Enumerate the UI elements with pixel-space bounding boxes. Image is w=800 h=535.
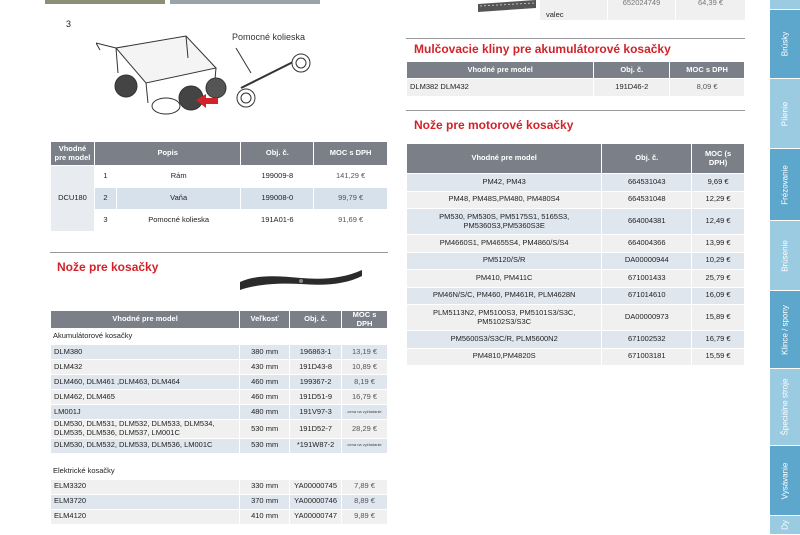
table-row bbox=[51, 509, 388, 524]
col-header-price: MOC s DPH bbox=[670, 62, 745, 79]
table-row bbox=[407, 305, 745, 331]
table-header-row bbox=[51, 311, 388, 329]
price-cell: cena na vyžiadanie bbox=[342, 438, 388, 453]
size-cell: 460 mm bbox=[240, 375, 290, 390]
col-header-model: Vhodné pre model bbox=[51, 311, 240, 329]
price-cell: 12,29 € bbox=[692, 191, 745, 209]
category-tabs bbox=[770, 0, 800, 535]
code-cell: 196863-1 bbox=[290, 345, 342, 360]
size-cell: 480 mm bbox=[240, 405, 290, 420]
col-header-code: Obj. č. bbox=[290, 311, 342, 329]
model-cell: PM4810,PM4820S bbox=[407, 348, 602, 366]
description-cell: Pomocné kolieska bbox=[116, 210, 241, 232]
mower-blades-table bbox=[50, 310, 388, 525]
price-cell: 28,29 € bbox=[342, 420, 388, 438]
table-row bbox=[51, 390, 388, 405]
code-cell: DA00000944 bbox=[602, 252, 692, 270]
model-cell: DLM380 bbox=[51, 345, 240, 360]
price-cell: 141,29 € bbox=[314, 166, 388, 188]
row-number: 1 bbox=[94, 166, 116, 188]
top-row-label: valec bbox=[546, 10, 564, 19]
mower-blades-title: Nože pre kosačky bbox=[57, 260, 159, 274]
col-header-model: Vhodné pre model bbox=[407, 144, 602, 174]
table-row bbox=[51, 420, 388, 438]
model-cell: PM48, PM48S,PM480, PM480S4 bbox=[407, 191, 602, 209]
model-cell: DLM432 bbox=[51, 360, 240, 375]
table-row bbox=[407, 79, 745, 97]
price-cell: 13,99 € bbox=[692, 235, 745, 253]
price-cell: 25,79 € bbox=[692, 270, 745, 288]
table-row bbox=[407, 174, 745, 192]
description-cell: Rám bbox=[116, 166, 241, 188]
tab-special-machines[interactable]: Špeciálne stroje bbox=[770, 369, 800, 446]
col-header-model: Vhodné pre model bbox=[407, 62, 594, 79]
code-cell: 191D43-8 bbox=[290, 360, 342, 375]
model-cell: DCU180 bbox=[51, 166, 95, 232]
mulching-plugs-table bbox=[406, 61, 745, 97]
code-cell: 664004366 bbox=[602, 235, 692, 253]
price-cell: 16,79 € bbox=[342, 390, 388, 405]
figure-number: 3 bbox=[66, 19, 72, 29]
tab-next[interactable]: Dy bbox=[770, 516, 800, 535]
col-header-size: Veľkosť bbox=[240, 311, 290, 329]
section-divider bbox=[406, 110, 745, 111]
row-number: 2 bbox=[94, 188, 116, 210]
size-cell: 430 mm bbox=[240, 360, 290, 375]
model-cell: DLM530, DLM531, DLM532, DLM533, DLM534, DLM535, DLM536, DLM537, LM001C bbox=[51, 420, 240, 438]
price-cell: 9,69 € bbox=[692, 174, 745, 192]
code-cell: 191D52-7 bbox=[290, 420, 342, 438]
code-cell: 664531043 bbox=[602, 174, 692, 192]
tab-grinders[interactable]: Brúsky bbox=[770, 10, 800, 79]
spacer-row bbox=[51, 453, 388, 463]
price-cell: 15,59 € bbox=[692, 348, 745, 366]
table-row bbox=[407, 209, 745, 235]
table-row bbox=[407, 348, 745, 366]
table-row bbox=[407, 331, 745, 349]
col-header-code: Obj. č. bbox=[594, 62, 670, 79]
price-cell: 99,79 € bbox=[314, 188, 388, 210]
code-cell: 664004381 bbox=[602, 209, 692, 235]
model-cell: PM5120/S/R bbox=[407, 252, 602, 270]
table-row bbox=[51, 360, 388, 375]
size-cell: 370 mm bbox=[240, 494, 290, 509]
top-photo-strip-1 bbox=[45, 0, 165, 4]
model-cell: DLM382 DLM432 bbox=[407, 79, 594, 97]
tab-top-stub bbox=[770, 0, 800, 10]
model-cell: ELM4120 bbox=[51, 509, 240, 524]
row-number: 3 bbox=[94, 210, 116, 232]
col-header-model: Vhodné pre model bbox=[51, 142, 95, 166]
col-header-code: Obj. č. bbox=[602, 144, 692, 174]
code-cell: 671001433 bbox=[602, 270, 692, 288]
motor-mower-blades-title: Nože pre motorové kosačky bbox=[414, 118, 574, 132]
code-cell: *191W87-2 bbox=[290, 438, 342, 453]
top-photo-strip-2 bbox=[170, 0, 320, 4]
model-cell: DLM462, DLM465 bbox=[51, 390, 240, 405]
cart-illustration bbox=[96, 28, 316, 128]
price-cell: cena na vyžiadanie bbox=[342, 405, 388, 420]
table-row bbox=[407, 252, 745, 270]
model-cell: ELM3320 bbox=[51, 479, 240, 494]
model-cell: ELM3720 bbox=[51, 494, 240, 509]
section-divider bbox=[406, 38, 745, 39]
description-cell: Vaňa bbox=[116, 188, 241, 210]
top-row-label-cell bbox=[540, 0, 607, 20]
price-cell: 16,09 € bbox=[692, 287, 745, 305]
table-row bbox=[407, 270, 745, 288]
price-cell: 9,89 € bbox=[342, 509, 388, 524]
col-header-price: MOC s DPH bbox=[314, 142, 388, 166]
price-cell: 91,69 € bbox=[314, 210, 388, 232]
group-row bbox=[51, 463, 388, 479]
table-row bbox=[407, 191, 745, 209]
table-row bbox=[51, 375, 388, 390]
auxiliary-wheels-label: Pomocné kolieska bbox=[232, 32, 306, 42]
model-cell: PM530, PM530S, PM5175S1, 5165S3, PM5360S3,PM5360S3E bbox=[407, 209, 602, 235]
table-header-row bbox=[407, 144, 745, 174]
code-cell: 671002532 bbox=[602, 331, 692, 349]
model-cell: LM001J bbox=[51, 405, 240, 420]
price-cell: 15,89 € bbox=[692, 305, 745, 331]
group-row bbox=[51, 329, 388, 345]
price-cell: 8,09 € bbox=[670, 79, 745, 97]
tab-milling[interactable]: Frézovanie bbox=[770, 149, 800, 221]
table-row bbox=[51, 405, 388, 420]
code-cell: 671014610 bbox=[602, 287, 692, 305]
top-row-price: 64,39 € bbox=[676, 0, 745, 20]
table-row bbox=[51, 210, 388, 232]
table-row bbox=[51, 479, 388, 494]
code-cell: YA00000747 bbox=[290, 509, 342, 524]
price-cell: 8,89 € bbox=[342, 494, 388, 509]
tab-vacuuming[interactable]: Vysávanie bbox=[770, 446, 800, 516]
price-cell: 16,79 € bbox=[692, 331, 745, 349]
chain-illustration bbox=[478, 0, 536, 12]
tab-sanding[interactable]: Brúsenie bbox=[770, 221, 800, 291]
table-row bbox=[51, 345, 388, 360]
model-cell: PLM5113N2, PM5100S3, PM5101S3/S3C, PM5102S3/S3C bbox=[407, 305, 602, 331]
table-header-row bbox=[51, 142, 388, 166]
col-header-code: Obj. č. bbox=[241, 142, 314, 166]
top-row-code: 652024749 bbox=[608, 0, 675, 20]
tab-nails-staples[interactable]: Klince / spony bbox=[770, 291, 800, 369]
table-row bbox=[51, 438, 388, 453]
code-cell: 664531048 bbox=[602, 191, 692, 209]
code-cell: 191A01-6 bbox=[241, 210, 314, 232]
size-cell: 530 mm bbox=[240, 420, 290, 438]
table-header-row bbox=[407, 62, 745, 79]
tab-sawing[interactable]: Pílenie bbox=[770, 79, 800, 149]
table-row bbox=[51, 188, 388, 210]
code-cell: 191D46-2 bbox=[594, 79, 670, 97]
code-cell: 191V97-3 bbox=[290, 405, 342, 420]
code-cell: 199008-0 bbox=[241, 188, 314, 210]
size-cell: 330 mm bbox=[240, 479, 290, 494]
model-cell: PM410, PM411C bbox=[407, 270, 602, 288]
size-cell: 460 mm bbox=[240, 390, 290, 405]
code-cell: 671003181 bbox=[602, 348, 692, 366]
model-cell: PM5600S3/S3C/R, PLM5600N2 bbox=[407, 331, 602, 349]
size-cell: 410 mm bbox=[240, 509, 290, 524]
code-cell: YA00000746 bbox=[290, 494, 342, 509]
code-cell: YA00000745 bbox=[290, 479, 342, 494]
model-cell: PM4660S1, PM4655S4, PM4860/S/S4 bbox=[407, 235, 602, 253]
model-cell: PM42, PM43 bbox=[407, 174, 602, 192]
price-cell: 7,89 € bbox=[342, 479, 388, 494]
group-label: Akumulátorové kosačky bbox=[51, 329, 388, 345]
price-cell: 8,19 € bbox=[342, 375, 388, 390]
model-cell: DLM460, DLM461 ,DLM463, DLM464 bbox=[51, 375, 240, 390]
model-cell: DLM530, DLM532, DLM533, DLM536, LM001C bbox=[51, 438, 240, 453]
model-cell: PM46N/S/C, PM460, PM461R, PLM4628N bbox=[407, 287, 602, 305]
code-cell: DA00000973 bbox=[602, 305, 692, 331]
price-cell: 10,89 € bbox=[342, 360, 388, 375]
price-cell: 12,49 € bbox=[692, 209, 745, 235]
col-header-price: MOC (s DPH) bbox=[692, 144, 745, 174]
code-cell: 199367-2 bbox=[290, 375, 342, 390]
price-cell: 13,19 € bbox=[342, 345, 388, 360]
mulching-plugs-title: Mulčovacie kliny pre akumulátorové kosačky bbox=[414, 42, 671, 56]
table-row bbox=[51, 166, 388, 188]
code-cell: 191D51-9 bbox=[290, 390, 342, 405]
motor-mower-blades-table bbox=[406, 143, 745, 366]
price-cell: 10,29 € bbox=[692, 252, 745, 270]
table-row bbox=[407, 287, 745, 305]
size-cell: 380 mm bbox=[240, 345, 290, 360]
size-cell: 530 mm bbox=[240, 438, 290, 453]
code-cell: 199009-8 bbox=[241, 166, 314, 188]
dcu-parts-table bbox=[50, 141, 388, 232]
group-label: Elektrické kosačky bbox=[51, 463, 388, 479]
section-divider bbox=[50, 252, 388, 253]
table-row bbox=[51, 494, 388, 509]
col-header-description: Popis bbox=[94, 142, 240, 166]
blade-illustration bbox=[238, 268, 364, 292]
col-header-price: MOC s DPH bbox=[342, 311, 388, 329]
table-row bbox=[407, 235, 745, 253]
